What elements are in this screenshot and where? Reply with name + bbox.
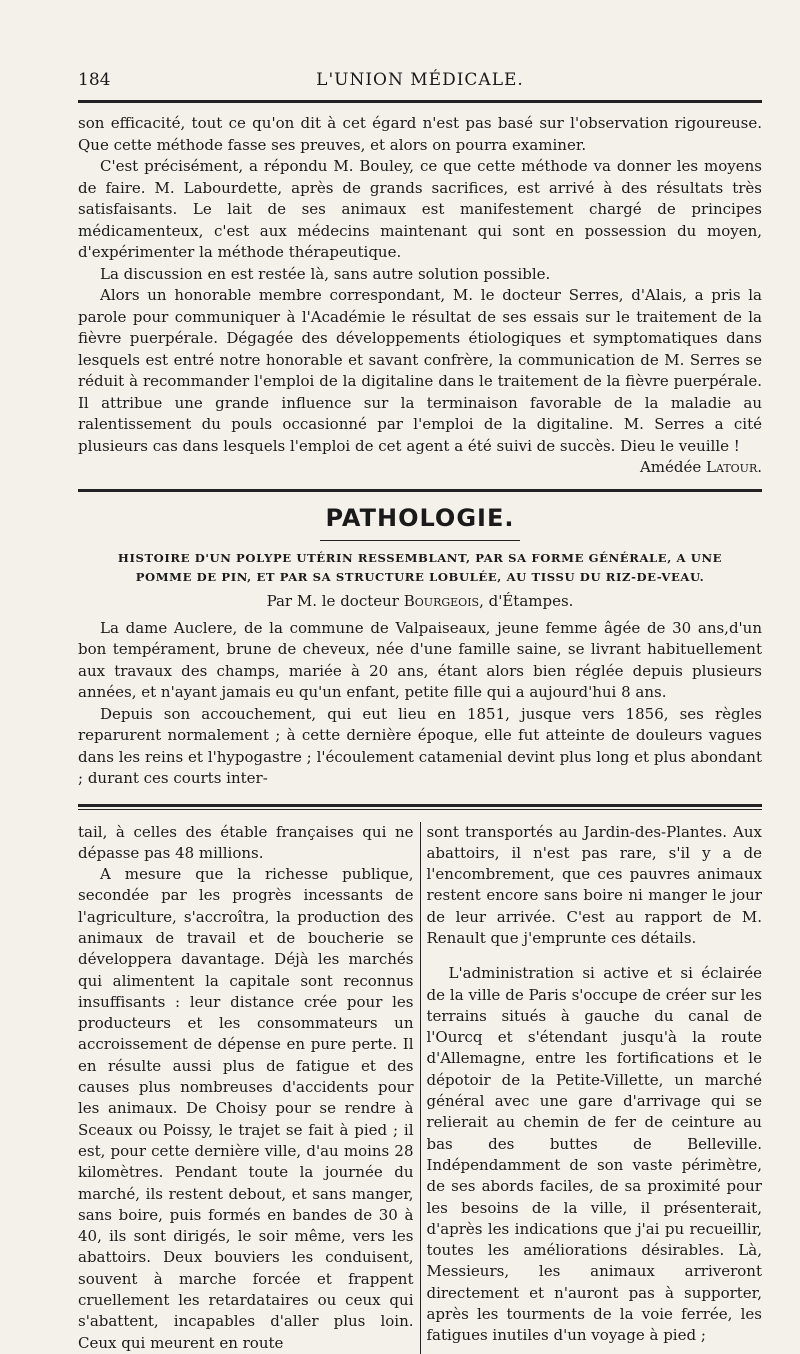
paragraph: Depuis son accouchement, qui eut lieu en 1851, jusque vers 1856, ses règles reparurent normalement ; à cette dernière époque, elle fut atteinte de douleurs vagues dans les reins et l'hypogastre ; l'écoulement catamenial devint plus long et plus abondant ; durant ces courts inter- — [78, 704, 762, 787]
column-divider — [420, 822, 421, 1354]
signature-first-name: Amédée — [639, 458, 702, 476]
article-title-line: HISTOIRE D'UN POLYPE UTÉRIN RESSEMBLANT, PAR SA FORME GÉNÉRALE, A UNE — [117, 550, 723, 565]
page — [78, 66, 762, 1354]
top-text — [78, 113, 762, 479]
paragraph: A mesure que la richesse publique, secondée par les progrès incessants de l'agriculture, s'accroîtra, la production des animaux de travail et de boucherie se développera davantage. Déjà les marchés qui alimentent la capitale sont reconnus insuffisants : leur distance crée pour les producteurs et les consommateurs un accroissement de dépense en pure perte. Il en résulte aussi plus de fatigue et des causes plus nombreuses d'accidents pour les animaux. De Choisy pour se rendre à Sceaux ou Poissy, le trajet se fait à pied ; il est, pour cette dernière ville, d'au moins 28 kilomètres. Pendant toute la journée du marché, ils restent debout, et sans manger, sans boire, puis formés en bandes de 30 à 40, ils sont dirigés, le soir même, vers les abattoirs. Deux bouviers les conduisent, souvent à marche forcée et frappent cruellement les retardataires ou ceux qui s'abattent, incapables d'aller plus loin. Ceux qui meurent en route — [78, 865, 414, 1352]
article-body — [78, 618, 762, 790]
paragraph: sont transportés au Jardin-des-Plantes. Aux abattoirs, il n'est pas rare, s'il y a de l'encombrement, que ces pauvres animaux restent encore sans boire ni manger le jour de leur arrivée. C'est au rapport de M. Renault que j'emprunte ces détails. — [426, 822, 762, 947]
paragraph: C'est précisément, a répondu M. Bouley, ce que cette méthode va donner les moyens de faire. M. Labourdette, après de grands sacrifices, est arrivé à des résultats très satisfaisants. Le lait de ses animaux est manifestement chargé de principes médicamenteux, c'est aux médecins maintenant qui sont en possession du moyen, d'expérimenter la méthode thérapeutique. — [78, 157, 762, 261]
page-header — [78, 66, 762, 96]
page-number: 184 — [78, 70, 111, 90]
section-rule — [78, 489, 762, 492]
feuilleton-rule-thin — [78, 809, 762, 810]
paragraph: tail, à celles des étable françaises qui ne dépasse pas 48 millions. — [78, 822, 414, 862]
feuilleton-right-column — [426, 822, 762, 1354]
signature-last-name: Latour. — [706, 458, 762, 476]
paragraph-gap — [426, 949, 762, 963]
paragraph: La discussion en est restée là, sans autre solution possible. — [100, 264, 551, 283]
paragraph: Alors un honorable membre correspondant, M. le docteur Serres, d'Alais, a pris la parole pour communiquer à l'Académie le résultat de ses essais sur le traitement de la fièvre puerpérale. Dégagée des développements étiologiques et symptomatiques dans lesquels est entré notre honorable et savant confrère, la communication de M. Serres se réduit à recommander l'emploi de la digitaline dans le traitement de la fièvre puerpérale. Il attribue une grande influence sur la terminaison favorable de la maladie au ralentissement du pouls occasionné par l'emploi de la digitaline. M. Serres a cité plusieurs cas dans lesquels l'emploi de cet agent a été suivi de succès. Dieu le veuille ! — [78, 286, 762, 455]
byline-prefix: Par M. le docteur — [266, 591, 399, 610]
feuilleton-left-column — [78, 822, 414, 1354]
author-signature — [78, 457, 762, 479]
paragraph: La dame Auclere, de la commune de Valpaiseaux, jeune femme âgée de 30 ans,d'un bon tempérament, brune de cheveux, née d'une famille saine, se livrant habituellement aux travaux des champs, mariée à 20 ans, étant alors bien réglée depuis plusieurs années, et n'ayant jamais eu qu'un enfant, petite fille qui a aujourd'hui 8 ans. — [78, 618, 762, 701]
byline-suffix: , d'Étampes. — [479, 591, 574, 610]
paragraph: son efficacité, tout ce qu'on dit à cet égard n'est pas basé sur l'observation rigoureuse. Que cette méthode fasse ses preuves, et alors on pourra examiner. — [78, 114, 762, 154]
section-heading: PATHOLOGIE. — [325, 503, 515, 532]
feuilleton-rule — [78, 804, 762, 807]
journal-title: L'UNION MÉDICALE. — [316, 70, 524, 90]
byline-author: Bourgeois — [403, 591, 480, 610]
article-title-line: POMME DE PIN, ET PAR SA STRUCTURE LOBULÉE, AU TISSU DU RIZ-DE-VEAU. — [135, 569, 705, 584]
feuilleton-columns — [78, 822, 762, 1354]
paragraph: L'administration si active et si éclairée de la ville de Paris s'occupe de créer sur les terrains situés à gauche du canal de l'Ourcq et s'étendant jusqu'à la route d'Allemagne, entre les fortifications et le dépotoir de la Petite-Villette, un marché général avec une gare d'arrivage qui se relierait au chemin de fer de ceinture au bas des buttes de Belleville. Indépendamment de son vaste périmètre, de ses abords faciles, de sa proximité pour les besoins de la ville, il présenterait, d'après les indications que j'ai pu recueillir, toutes les améliorations désirables. Là, Messieurs, les animaux arriveront directement et n'auront pas à supporter, après les tourments de la voie ferrée, les fatigues inutiles d'un voyage à pied ; — [426, 964, 762, 1345]
header-rule — [78, 100, 762, 103]
heading-underline — [320, 540, 520, 541]
byline — [78, 591, 762, 612]
